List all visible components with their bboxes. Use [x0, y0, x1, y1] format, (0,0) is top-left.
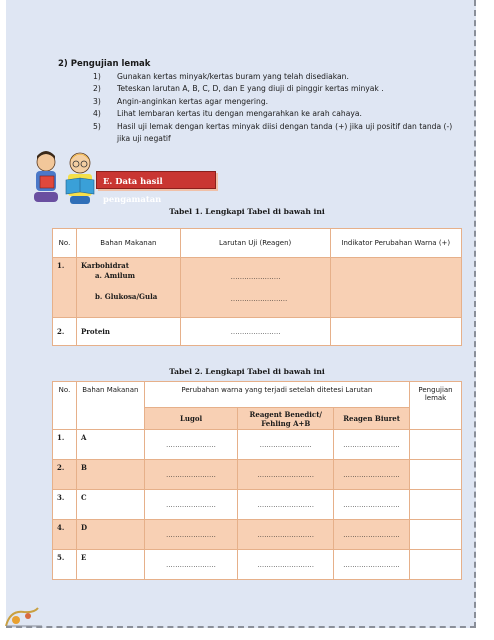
blank-line[interactable]: ......................... [238, 550, 334, 580]
step-number: 2) [93, 84, 101, 94]
row-number: 1. [53, 430, 77, 460]
row-number: 2. [53, 318, 77, 346]
blank-line[interactable]: ....................... [238, 430, 334, 460]
blank-line[interactable]: ......................... [334, 460, 410, 490]
step-number: 1) [93, 72, 101, 81]
blank-line[interactable]: ......................... [334, 490, 410, 520]
step-text: Angin-anginkan kertas agar mengering. [117, 96, 269, 106]
cell-indikator[interactable] [330, 258, 461, 318]
cell-lemak[interactable] [410, 430, 462, 460]
blank-line[interactable]: ......................... [230, 295, 288, 303]
step-text: Lihat lembaran kertas itu dengan mengarahkan ke arah cahaya. [117, 109, 362, 119]
cell-indikator[interactable] [330, 318, 461, 346]
step-text: Gunakan kertas minyak/kertas buram yang telah disediakan. [117, 72, 349, 81]
blank-line[interactable]: ...................... [230, 327, 281, 336]
column-header: Lugol [144, 408, 238, 430]
blank-line[interactable]: ...................... [144, 460, 238, 490]
row-number: 1. [53, 258, 77, 318]
sub-item: b. Glukosa/Gula [94, 292, 158, 301]
cell-bahan [76, 258, 180, 318]
table-row [53, 430, 462, 460]
blank-line[interactable]: ...................... [144, 430, 238, 460]
blank-line[interactable]: ......................... [334, 520, 410, 550]
table-header-row [53, 382, 462, 408]
blank-line[interactable]: ......................... [334, 550, 410, 580]
table2-caption: Tabel 2. Lengkapi Tabel di bawah ini [169, 367, 325, 376]
table-row [53, 460, 462, 490]
blank-line[interactable]: ...................... [144, 490, 238, 520]
blank-line[interactable]: ......................... [238, 490, 334, 520]
cell-lemak[interactable] [410, 490, 462, 520]
table2 [52, 381, 462, 580]
column-header: Bahan Makanan [76, 382, 144, 430]
column-header: No. [53, 382, 77, 430]
table-row [53, 318, 462, 346]
item-name: D [76, 520, 144, 550]
table-row [53, 520, 462, 550]
item-name: Protein [76, 318, 180, 346]
table-row [53, 258, 462, 318]
column-header: Reagen Biuret [334, 408, 410, 430]
step-number: 5) [93, 121, 101, 131]
blank-line[interactable]: ......................... [238, 460, 334, 490]
row-number: 2. [53, 460, 77, 490]
column-header: Indikator Perubahan Warna (+) [330, 229, 461, 258]
table1-caption: Tabel 1. Lengkapi Tabel di bawah ini [169, 207, 325, 216]
table1 [52, 228, 462, 346]
cell-lemak[interactable] [410, 460, 462, 490]
item-name: B [76, 460, 144, 490]
cell-reagen [180, 318, 330, 346]
column-header: Perubahan warna yang terjadi setelah ditetesi Larutan [144, 382, 409, 408]
item-name: Karbohidrat [80, 261, 129, 270]
row-number: 3. [53, 490, 77, 520]
row-number: 5. [53, 550, 77, 580]
list-item [93, 71, 463, 83]
table-row [53, 490, 462, 520]
item-name: C [76, 490, 144, 520]
section-heading: 2) Pengujian lemak [58, 59, 151, 69]
corner-ornament [4, 606, 44, 628]
column-header: Larutan Uji (Reagen) [180, 229, 330, 258]
blank-line[interactable]: ......................... [238, 520, 334, 550]
step-text: Hasil uji lemak dengan kertas minyak diisi dengan tanda (+) jika uji positif dan tanda (-) jika uji negatif [117, 121, 453, 144]
list-item [93, 121, 463, 146]
section-banner: E. Data hasil pengamatan [96, 171, 216, 189]
cell-lemak[interactable] [410, 550, 462, 580]
row-number: 4. [53, 520, 77, 550]
blank-line[interactable]: ...................... [144, 550, 238, 580]
blank-line[interactable]: ...................... [230, 273, 281, 281]
blank-line[interactable]: ...................... [144, 520, 238, 550]
column-header: No. [53, 229, 77, 258]
step-number: 3) [93, 96, 101, 106]
cell-lemak[interactable] [410, 520, 462, 550]
step-number: 4) [93, 109, 101, 119]
list-item [93, 96, 463, 108]
reading-kids-illustration [28, 150, 104, 208]
column-header: Bahan Makanan [76, 229, 180, 258]
cell-reagen [180, 258, 330, 318]
blank-line[interactable]: ......................... [334, 430, 410, 460]
step-text: Teteskan larutan A, B, C, D, dan E yang diuji di pinggir kertas minyak . [117, 84, 384, 94]
column-header: Pengujian lemak [410, 382, 462, 430]
table-row [53, 550, 462, 580]
list-item [93, 83, 463, 95]
table-header-row [53, 229, 462, 258]
sub-item: a. Amilum [94, 271, 136, 280]
item-name: E [76, 550, 144, 580]
item-name: A [76, 430, 144, 460]
step-list [93, 71, 463, 145]
column-header: Reagent Benedict/ Fehling A+B [238, 408, 334, 430]
list-item [93, 108, 463, 120]
